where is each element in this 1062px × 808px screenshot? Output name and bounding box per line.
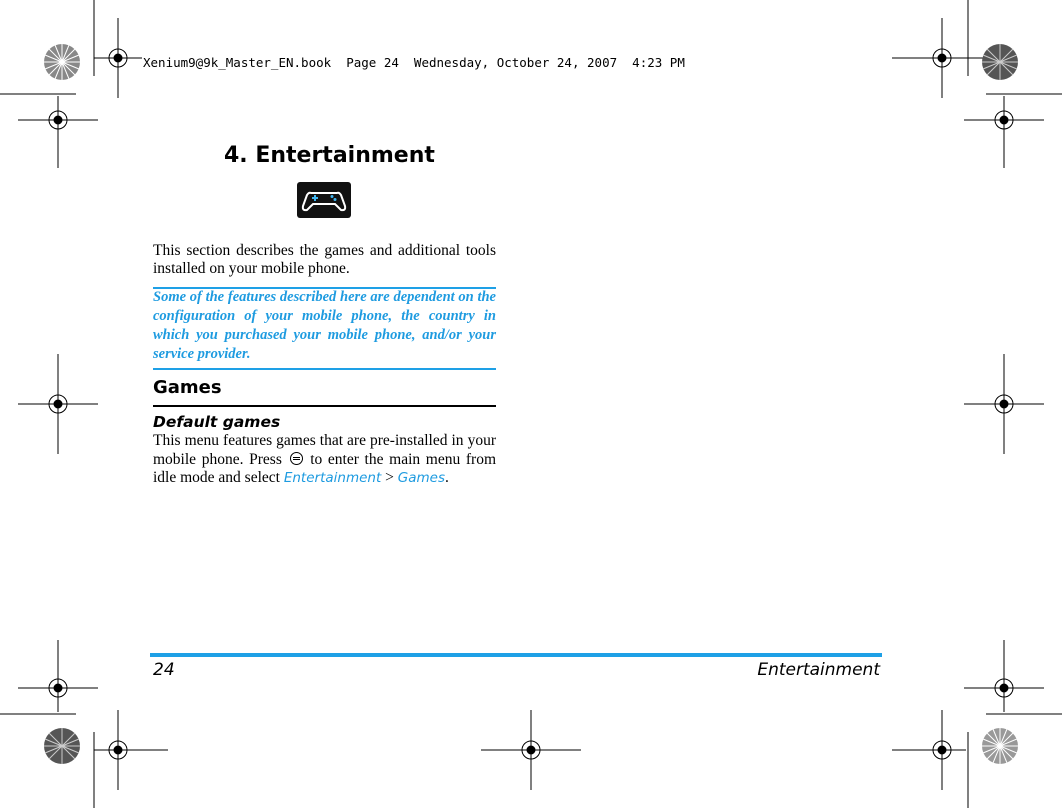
- default-games-paragraph: [153, 432, 496, 488]
- end-punct: .: [445, 469, 449, 486]
- footer-page-number: 24: [153, 660, 175, 680]
- note-paragraph: Some of the features described here are dependent on the configuration of your mobile phone, the country in which you purchased your mobile phone, and/or your service provider.: [153, 289, 496, 362]
- subsection-title-default-games: Default games: [153, 413, 281, 431]
- gamepad-icon: [297, 182, 351, 218]
- footer-section-name: Entertainment: [757, 660, 880, 680]
- menu-path-games: Games: [397, 470, 445, 486]
- body-text-part2: to enter the main menu from idle mode and select: [153, 450, 497, 486]
- intro-paragraph: This section describes the games and additional tools installed on your mobile phone.: [153, 242, 496, 277]
- section-rule: [153, 405, 496, 407]
- menu-separator: >: [385, 469, 394, 486]
- body-text-part1: This menu features games that are pre-installed in your mobile phone. Press: [153, 432, 496, 468]
- section-title-games: Games: [153, 377, 222, 398]
- footer-rule: [150, 653, 882, 657]
- menu-path-entertainment: Entertainment: [283, 470, 382, 486]
- chapter-title: 4. Entertainment: [224, 143, 435, 168]
- note-bottom-rule: [153, 368, 496, 370]
- book-info-header: Xenium9@9k_Master_EN.book Page 24 Wednesday, October 24, 2007 4:23 PM: [143, 55, 685, 70]
- ok-key-icon: [290, 452, 303, 465]
